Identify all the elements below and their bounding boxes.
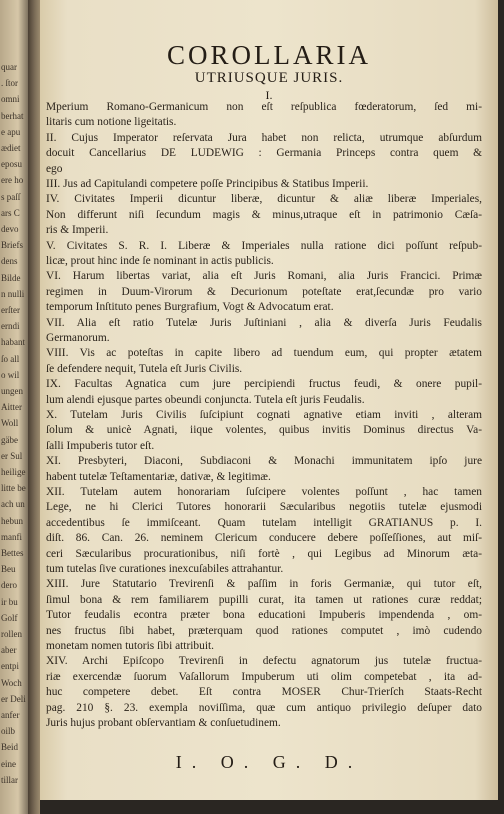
text-line: Lege, ne hi Clerici Tutores honorarii Sæcularibus negotiis tutelæ ejusmodi	[46, 501, 482, 514]
text-line: XIV. Archi Epiſcopo Trevirenſi in defectu agnatorum jus tutelæ fructua-	[46, 655, 482, 668]
facing-page-fragment: . ſtor	[1, 78, 18, 89]
facing-page-fragment: entpi	[1, 661, 19, 672]
text-line: ſimul bona & rem familiarem pupilli curat, ita tamen ut rationes curæ reddat;	[46, 593, 482, 606]
text-line: tum tutelas ſive curationes inexcuſabiles attrahantur.	[46, 563, 284, 575]
text-line: XIII. Jure Statutario Trevirenſi & paſſim in foris Germaniæ, qui tutor eſt,	[46, 578, 482, 591]
facing-page-fragment: er Deli	[1, 693, 26, 704]
text-line: huc competere debet. Eſt contra MOSER Chur-Trierſch Staats-Recht	[46, 686, 482, 699]
facing-page-fragment: e apu	[1, 126, 21, 137]
page-subtitle: UTRIUSQUE JURIS.	[194, 70, 344, 86]
facing-page-fragment: ir bu	[1, 596, 18, 607]
text-line: ſalli Impuberis tutor eſt.	[46, 439, 155, 452]
facing-page-fragment: tillar	[1, 774, 18, 785]
text-line: ego	[46, 162, 63, 175]
facing-page-fragment: ach un	[1, 499, 25, 510]
facing-page-fragment: Briefs	[1, 240, 23, 251]
text-line: litaris cum notione ligeitatis.	[46, 116, 177, 129]
facing-page-edge	[0, 0, 30, 814]
text-line: licæ, prout hinc inde ſe nominant in actis publicis.	[46, 255, 274, 267]
text-line: pag. 210 §. 23. exempla noviſſima, quæ cum antiquo privilegio deſuper dato	[46, 701, 482, 714]
text-line: monetam nomen tutoris ſibi attribuit.	[46, 640, 214, 652]
facing-page-fragment: eine	[1, 758, 16, 769]
text-line: IV. Civitates Imperii dicuntur liberæ, dicuntur & aliæ liberæ Imperiales,	[46, 193, 482, 206]
section-numeral: I.	[265, 88, 273, 102]
text-line: III. Jus ad Capitulandi competere poſſe Principibus & Statibus Imperii.	[46, 178, 369, 190]
facing-page-fragment: ædiet	[1, 143, 21, 153]
text-line: Mperium Romano-Germanicum non eſt reſpublica fœderatorum, ſed mi-	[46, 101, 482, 113]
text-line: X. Tutelam Juris Civilis ſuſcipiunt cognati agnative etiam inviti , alteram	[46, 409, 482, 421]
text-line: temporum Inſtituto penes Burgrafium, Vogt & Advocatum erat.	[46, 301, 334, 314]
text-line: Germanorum.	[46, 332, 110, 344]
facing-page-fragment: s paſſ	[1, 191, 21, 202]
facing-page-fragment: rollen	[1, 629, 22, 639]
text-line: docuit Cancellarius DE LUDEWIG : Germania Princeps contra quem &	[46, 147, 482, 160]
text-line: XI. Presbyteri, Diaconi, Subdiaconi & Monachi immunitatem ipſo jure	[46, 455, 482, 468]
facing-page-fragment: Golf	[1, 612, 18, 623]
text-line: VII. Alia eſt ratio Tutelæ Juris Juſtiniani , alia & diverſa Juris Feudalis	[46, 316, 482, 329]
facing-page-fragment: manfi	[1, 531, 22, 542]
facing-page-fragment: Woll	[1, 418, 19, 429]
text-line: Juris hujus probant obſervantiam & conſuetudinem.	[46, 717, 281, 729]
facing-page-fragment: habant	[1, 337, 25, 348]
text-line: nes fructus ſibi habet, præterquam quod rationes computet , imò cudendo	[46, 624, 482, 637]
page-title: COROLLARIA	[167, 40, 371, 70]
text-line: regimen in Duum-Virorum & Decurionum poteſtate erat,ſecundæ pro vario	[46, 285, 482, 298]
text-line: accedentibus ſe immiſceant. Quam tutelam intelligit GRATIANUS p. I.	[46, 516, 482, 529]
text-line: V. Civitates S. R. I. Liberæ & Imperiales nulla ratione dici poſſunt reſpub-	[46, 239, 482, 252]
text-line: ceri Sæcularibus procurationibus, niſi fortè , qui Legibus ad Minorum æta-	[46, 547, 482, 560]
facing-page-fragment: heilige	[1, 467, 26, 477]
document-page	[40, 0, 498, 806]
facing-page-fragment: ere ho	[1, 175, 24, 186]
text-line: ſolum & unicè Agnati, iique volentes, quibus invitis Dominus directus Va-	[46, 424, 482, 437]
text-line: riæ exercendæ ſuorum Vaſallorum Impuberum uti olim competebat , ita ad-	[46, 670, 482, 683]
facing-page-fragment: ars C	[1, 207, 20, 218]
facing-page-fragment: o wil	[1, 369, 20, 380]
facing-page-fragment: Beid	[1, 742, 18, 753]
facing-page-fragment: Bilde	[1, 272, 21, 283]
text-line: ſe defendere nequit, Tutela eſt Juris Civilis.	[46, 362, 243, 375]
facing-page-fragment: devo	[1, 224, 19, 234]
facing-page-fragment: hebun	[1, 515, 23, 526]
text-line: lum alendi ejusque partes obeundi conjuncta. Tutela eſt juris Feudalis.	[46, 393, 365, 406]
facing-page-fragment: anfer	[1, 710, 20, 720]
facing-page-fragment: Bettes	[1, 548, 24, 558]
facing-page-fragment: er Sul	[1, 450, 23, 461]
facing-page-fragment: quar	[1, 62, 17, 72]
facing-page-fragment: dero	[1, 580, 17, 591]
text-line: Non differunt niſi ſecundum magis & minus,utraque eſt in patrimonio Cæſa-	[46, 208, 482, 221]
facing-page-fragment: omni	[1, 94, 20, 105]
text-line: ris & Imperii.	[46, 224, 109, 237]
text-line: diſt. 86. Can. 26. neminem Clericum conducere debere poſſeſſiones, aut miſ-	[46, 532, 482, 545]
facing-page-fragment: n nulli	[1, 288, 25, 299]
text-line: habent tutelæ Teſtamentariæ, dativæ, & legitimæ.	[46, 470, 271, 483]
facing-page-fragment: erndi	[1, 321, 20, 332]
facing-page-fragment: oilb	[1, 726, 16, 737]
facing-page-fragment: Woch	[1, 677, 22, 688]
text-line: VI. Harum libertas variat, alia eſt Juris Romani, alia Juris Francici. Primæ	[46, 270, 482, 283]
facing-page-fragment: dens	[1, 256, 18, 267]
text-line: IX. Facultas Agnatica cum jure percipiendi fructus feudi, & onere pupil-	[46, 378, 482, 391]
facing-page-fragment: ungen	[1, 386, 23, 396]
facing-page-fragment: berhat	[1, 110, 24, 121]
facing-page-fragment: Beu	[1, 564, 16, 575]
text-line: VIII. Vis ac poteſtas in capite libero ad tuendum eum, qui propter ætatem	[46, 347, 482, 360]
scan-bottom-edge	[40, 800, 504, 814]
facing-page-fragment: Aitter	[1, 402, 22, 413]
facing-page-fragment: eposu	[1, 159, 22, 170]
closing-formula: I. O. G. D.	[175, 752, 363, 772]
text-line: Tutor feudalis econtra præter bona educationi Impuberis impendenda , om-	[46, 609, 482, 622]
facing-page-fragment: erſter	[1, 305, 20, 315]
facing-page-fragment: gäbe	[1, 434, 18, 445]
facing-page-fragment: aber	[1, 645, 17, 656]
facing-page-fragment: litte be	[1, 483, 26, 494]
text-line: XII. Tutelam autem honorariam ſuſcipere volentes poſſunt , hac tamen	[46, 486, 482, 498]
text-line: II. Cujus Imperator reſervata Jura habet non relicta, utrumque abſurdum	[46, 131, 482, 144]
facing-page-fragment: ſo all	[1, 353, 20, 364]
